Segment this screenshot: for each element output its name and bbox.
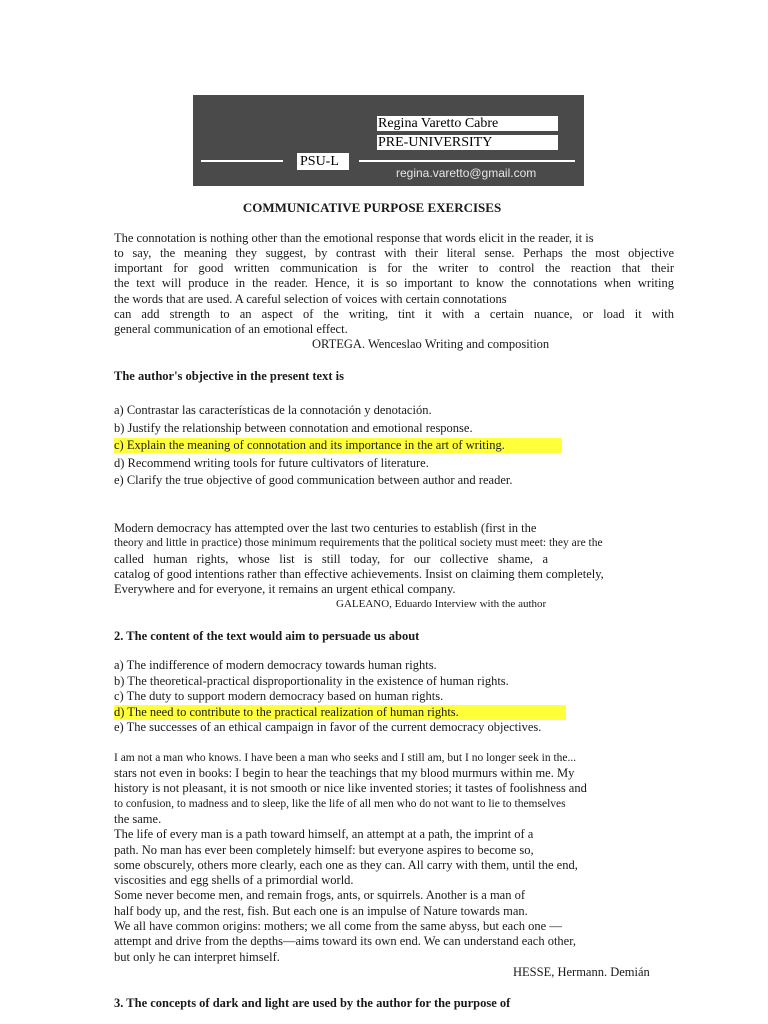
question-3: 3. The concepts of dark and light are used by the author for the purpose of (114, 996, 511, 1010)
passage-3-line: history is not pleasant, it is not smooth or nice like invented stories; it tastes of foolishness and (114, 781, 587, 795)
passage-3-line: some obscurely, others more clearly, each one as they can. All carry with them, until the end, (114, 858, 578, 872)
passage-3-line: attempt and drive from the depths—aims toward its own end. We can understand each other, (114, 934, 577, 948)
passage-3-line: We all have common origins: mothers; we all come from the same abyss, but each one — (114, 919, 562, 933)
student-name: Regina Varetto Cabre (377, 116, 558, 131)
passage-3-line: path. No man has ever been completely himself: but everyone aspires to become so, (114, 843, 534, 857)
passage-3-line: The life of every man is a path toward himself, an attempt at a path, the imprint of a (114, 827, 534, 841)
passage-3-line: I am not a man who knows. I have been a man who seeks and I still am, but I no longer seek in the... (114, 752, 577, 764)
passage-3-line: the same. (114, 812, 162, 826)
answer-option-highlighted: d) The need to contribute to the practical realization of human rights. (114, 705, 566, 720)
passage-2-line: Everywhere and for everyone, it remains an urgent ethical company. (114, 582, 456, 596)
answer-option: a) Contrastar las características de la connotación y denotación. (114, 403, 432, 417)
passage-2-line: Modern democracy has attempted over the last two centuries to establish (first in the (114, 521, 537, 535)
answer-option: b) The theoretical-practical disproportionality in the existence of human rights. (114, 674, 509, 688)
level-label: PRE-UNIVERSITY (377, 135, 558, 150)
passage-3-line: but only he can interpret himself. (114, 950, 280, 964)
passage-3-line: Some never become men, and remain frogs, ants, or squirrels. Another is a man of (114, 888, 525, 902)
passage-2-line: catalog of good intentions rather than effective achievements. Insist on claiming them completely, (114, 567, 604, 581)
banner-divider-right (359, 160, 575, 162)
author-email: regina.varetto@gmail.com (396, 166, 537, 180)
answer-option: b) Justify the relationship between connotation and emotional response. (114, 421, 473, 435)
banner-divider-left (201, 160, 283, 162)
answer-option-highlighted: c) Explain the meaning of connotation and its importance in the art of writing. (114, 438, 562, 453)
passage-1-line: the words that are used. A careful selection of voices with certain connotations (114, 292, 507, 306)
passage-2-line: theory and little in practice) those minimum requirements that the political society must meet: they are the (114, 537, 603, 549)
passage-3-line: stars not even in books: I begin to hear the teachings that my blood murmurs within me. My (114, 766, 575, 780)
source-citation: ORTEGA. Wenceslao Writing and composition (312, 337, 550, 351)
passage-1-line: the text will produce in the reader. Hence, it is so important to know the connotations when writing (114, 276, 674, 290)
course-label: PSU-L (297, 153, 349, 170)
answer-option: c) The duty to support modern democracy based on human rights. (114, 689, 444, 703)
passage-1-line: general communication of an emotional effect. (114, 322, 348, 336)
answer-option: e) The successes of an ethical campaign in favor of the current democracy objectives. (114, 720, 542, 734)
source-citation: HESSE, Hermann. Demián (513, 965, 650, 979)
answer-option: e) Clarify the true objective of good communication between author and reader. (114, 473, 513, 487)
passage-1-line: to say, the meaning they suggest, by contrast with their literal sense. Perhaps the most objective (114, 246, 674, 260)
question-2: 2. The content of the text would aim to persuade us about (114, 629, 420, 643)
passage-3-line: to confusion, to madness and to sleep, like the life of all men who do not want to lie to themselves (114, 798, 566, 810)
question-1: The author's objective in the present text is (114, 369, 344, 383)
passage-3-line: viscosities and egg shells of a primordial world. (114, 873, 354, 887)
passage-1-line: important for good written communication is for the writer to control the reaction that their (114, 261, 674, 275)
passage-2-line: called human rights, whose list is still today, for our collective shame, a (114, 552, 548, 566)
passage-1-line: can add strength to an aspect of the writing, tint it with a certain nuance, or load it with (114, 307, 674, 321)
answer-option: a) The indifference of modern democracy towards human rights. (114, 658, 437, 672)
passage-3-line: half body up, and the rest, fish. But each one is an impulse of Nature towards man. (114, 904, 528, 918)
header-banner (193, 95, 584, 186)
page-title: COMMUNICATIVE PURPOSE EXERCISES (242, 200, 502, 215)
passage-1-line: The connotation is nothing other than the emotional response that words elicit in the reader, it is (114, 231, 594, 245)
source-citation: GALEANO, Eduardo Interview with the author (336, 598, 547, 610)
answer-option: d) Recommend writing tools for future cultivators of literature. (114, 456, 429, 470)
